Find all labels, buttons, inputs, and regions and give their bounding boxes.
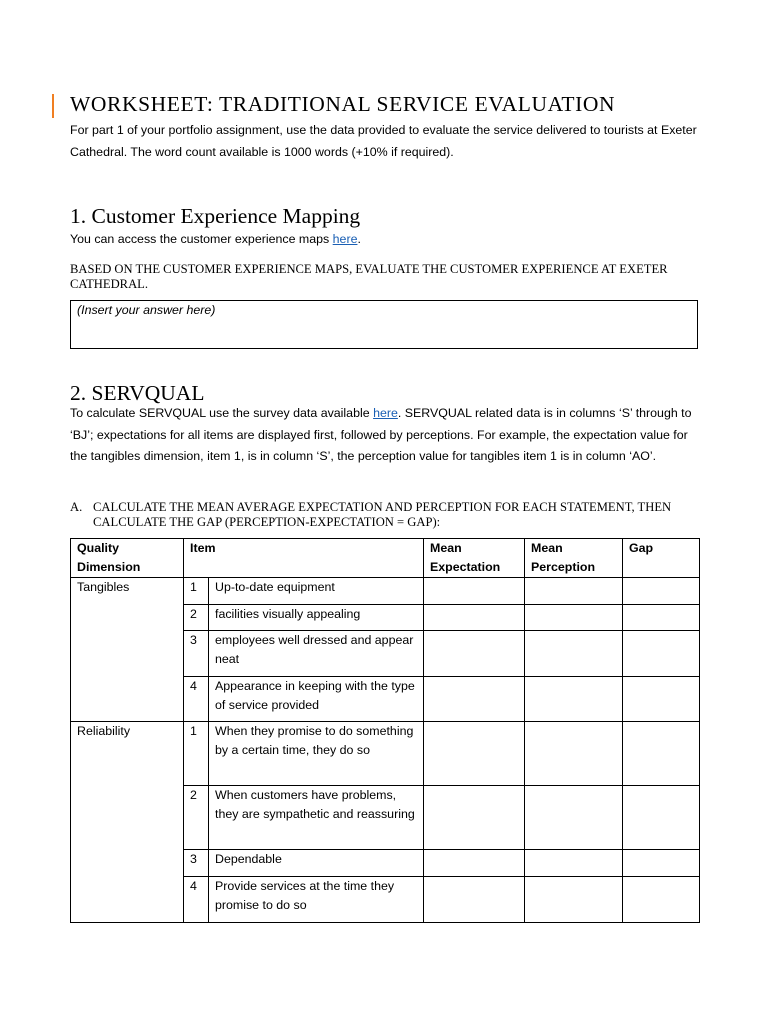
- mean-expectation-cell[interactable]: [424, 722, 525, 786]
- header-gap: Gap: [623, 539, 700, 578]
- mean-perception-cell[interactable]: [525, 677, 623, 722]
- mean-expectation-cell[interactable]: [424, 677, 525, 722]
- item-text: employees well dressed and appear neat: [209, 631, 424, 677]
- item-number: 4: [184, 877, 209, 923]
- table-row: [71, 722, 700, 786]
- item-text: When customers have problems, they are sympathetic and reassuring: [209, 786, 424, 850]
- mean-perception-cell[interactable]: [525, 850, 623, 877]
- item-number: 3: [184, 631, 209, 677]
- step-a-text: CALCULATE THE MEAN AVERAGE EXPECTATION AND PERCEPTION FOR EACH STATEMENT, THEN CALCULATE THE GAP (PERCEPTION-EXPECTATION = GAP):: [93, 500, 672, 529]
- servqual-text-rest: . SERVQUAL related data is in columns ‘S’ through to ‘BJ’; expectations for all items are displayed first, followed by perceptions. For example, the expectation value for the tangibles dimension, item 1, is in column ‘S’, the perception value for tangibles item 1 is in column ‘AO’.: [70, 406, 692, 463]
- servqual-table: [70, 538, 700, 923]
- item-text: Provide services at the time they promise to do so: [209, 877, 424, 923]
- header-mean-expectation: Mean Expectation: [424, 539, 525, 578]
- item-number: 4: [184, 677, 209, 722]
- section-2-heading: 2. SERVQUAL: [70, 381, 205, 405]
- dimension-cell-reliability: Reliability: [71, 722, 184, 923]
- item-text: Dependable: [209, 850, 424, 877]
- item-text: Appearance in keeping with the type of service provided: [209, 677, 424, 722]
- gap-cell[interactable]: [623, 631, 700, 677]
- gap-cell[interactable]: [623, 722, 700, 786]
- answer-box[interactable]: [70, 300, 698, 349]
- mean-perception-cell[interactable]: [525, 631, 623, 677]
- table-row: [71, 578, 700, 605]
- mean-expectation-cell[interactable]: [424, 877, 525, 923]
- section-1-heading: 1. Customer Experience Mapping: [70, 204, 361, 228]
- gap-cell[interactable]: [623, 605, 700, 631]
- header-mean-perception: Mean Perception: [525, 539, 623, 578]
- header-item: Item: [184, 539, 424, 578]
- step-a-instruction: [70, 500, 710, 530]
- item-text: facilities visually appealing: [209, 605, 424, 631]
- dimension-cell-tangibles: Tangibles: [71, 578, 184, 722]
- mean-expectation-cell[interactable]: [424, 850, 525, 877]
- item-text: Up-to-date equipment: [209, 578, 424, 605]
- item-number: 1: [184, 722, 209, 786]
- step-a-letter: A.: [70, 500, 83, 514]
- item-number: 2: [184, 605, 209, 631]
- item-number: 3: [184, 850, 209, 877]
- mean-perception-cell[interactable]: [525, 605, 623, 631]
- mean-expectation-cell[interactable]: [424, 786, 525, 850]
- item-text: When they promise to do something by a certain time, they do so: [209, 722, 424, 786]
- item-number: 1: [184, 578, 209, 605]
- access-suffix: .: [357, 232, 361, 246]
- worksheet-title: WORKSHEET: TRADITIONAL SERVICE EVALUATION: [70, 92, 616, 116]
- servqual-text-start: To calculate SERVQUAL use the survey data available: [70, 406, 374, 420]
- gap-cell[interactable]: [623, 850, 700, 877]
- mean-perception-cell[interactable]: [525, 786, 623, 850]
- mean-expectation-cell[interactable]: [424, 578, 525, 605]
- mean-perception-cell[interactable]: [525, 877, 623, 923]
- gap-cell[interactable]: [623, 677, 700, 722]
- servqual-instructions: [70, 403, 700, 468]
- item-number: 2: [184, 786, 209, 850]
- mean-expectation-cell[interactable]: [424, 631, 525, 677]
- header-quality-dimension: Quality Dimension: [71, 539, 184, 578]
- experience-maps-link[interactable]: here: [332, 232, 358, 246]
- table-header-row: [71, 539, 700, 578]
- answer-placeholder: (Insert your answer here): [77, 303, 216, 317]
- intro-paragraph: For part 1 of your portfolio assignment, use the data provided to evaluate the service delivered to tourists at Exeter Cathedral. The word count available is 1000 words (+10% if required).: [70, 123, 697, 159]
- mean-perception-cell[interactable]: [525, 578, 623, 605]
- gap-cell[interactable]: [623, 877, 700, 923]
- mean-perception-cell[interactable]: [525, 722, 623, 786]
- mean-expectation-cell[interactable]: [424, 605, 525, 631]
- gap-cell[interactable]: [623, 786, 700, 850]
- survey-data-link[interactable]: here: [373, 406, 398, 420]
- section-1-question: BASED ON THE CUSTOMER EXPERIENCE MAPS, EVALUATE THE CUSTOMER EXPERIENCE AT EXETER CATHEDRAL.: [70, 262, 668, 291]
- access-text: You can access the customer experience maps: [70, 232, 333, 246]
- title-accent-bar: [52, 94, 54, 118]
- experience-maps-access: [70, 229, 361, 251]
- gap-cell[interactable]: [623, 578, 700, 605]
